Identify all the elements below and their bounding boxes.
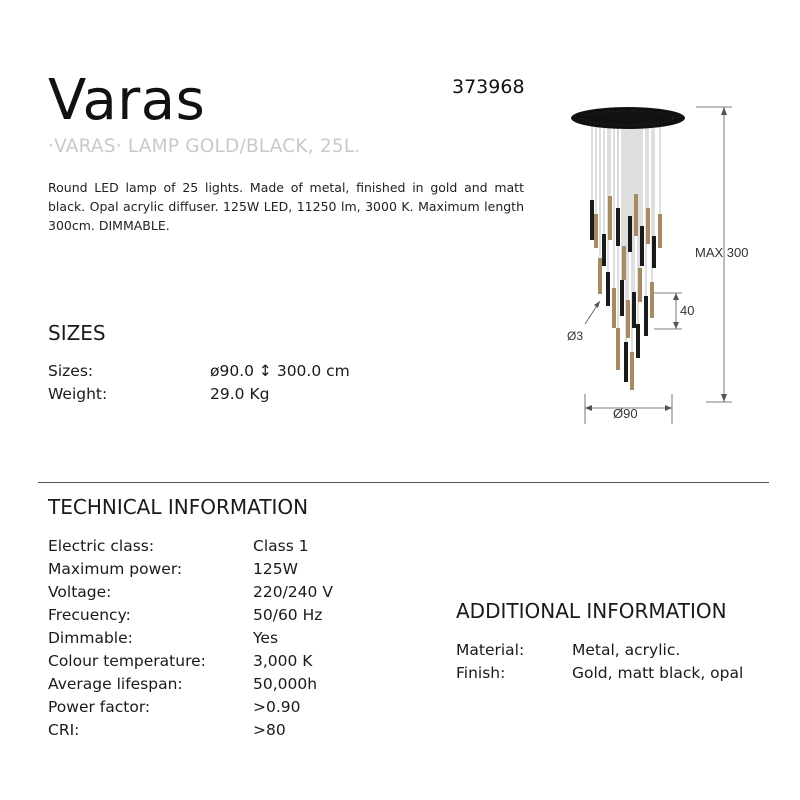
product-code: 373968 [452,76,525,98]
tech-row-voltage [48,581,333,603]
lamp-rod [622,246,626,280]
tech-label: Colour temperature: [48,652,206,670]
rod-diameter-label: Ø3 [567,329,584,343]
lamp-rod [608,196,612,240]
tech-row-dimmable [48,627,279,649]
lamp-dimension-diagram [556,96,756,432]
tech-value: Yes [253,629,279,647]
lamp-rod [620,280,624,316]
material-value: Metal, acrylic. [572,641,681,659]
weight-value: 29.0 Kg [210,385,270,403]
tech-value: 125W [253,560,298,578]
tech-label: Frecuency: [48,606,131,624]
lamp-rod [632,292,636,328]
tech-label: Dimmable: [48,629,133,647]
lamp-rod [630,352,634,390]
tech-label: Electric class: [48,537,155,555]
weight-label: Weight: [48,385,108,403]
product-subtitle: ·VARAS· LAMP GOLD/BLACK, 25L. [48,136,361,157]
lamp-rod [636,324,640,358]
lamp-rod [624,342,628,382]
tech-value: Class 1 [253,537,309,555]
additional-row-material [456,639,681,661]
tech-value: >80 [253,721,286,739]
lamp-rod [598,258,602,294]
lamp-rod [650,282,654,318]
lamp-rod [616,328,620,370]
lamp-rod [626,300,630,338]
tech-row-electric-class [48,535,309,557]
lamp-rod [606,272,610,306]
lamp-rod [634,194,638,236]
additional-row-finish [456,662,744,684]
additional-heading: ADDITIONAL INFORMATION [456,599,727,623]
rod-length-dimension [654,293,682,329]
lamp-rod [602,234,606,266]
material-label: Material: [456,641,525,659]
tech-value: >0.90 [253,698,301,716]
lamp-rod [638,268,642,302]
product-title: Varas [48,68,206,133]
sizes-row-weight [48,383,270,405]
diameter-label: Ø90 [613,406,638,421]
tech-row-maximum-power [48,558,298,580]
sizes-value: ø90.0 ↕ 300.0 cm [210,362,350,380]
product-description: Round LED lamp of 25 lights. Made of metal, finished in gold and matt black. Opal acrylic diffuser. 125W LED, 11250 lm, 3000 K. Maximum length 300cm. DIMMABLE. [48,180,524,233]
lamp-rod [646,208,650,244]
finish-value: Gold, matt black, opal [572,664,744,682]
lamp-rod [640,226,644,266]
tech-value: 50,000h [253,675,318,693]
lamp-rod [612,288,616,328]
lamp-rod [644,296,648,336]
finish-label: Finish: [456,664,506,682]
sizes-label: Sizes: [48,362,94,380]
tech-label: Voltage: [48,583,112,601]
rod-length-label: 40 [680,303,695,318]
lamp-rod [616,208,620,246]
tech-value: 50/60 Hz [253,606,323,624]
tech-label: Average lifespan: [48,675,183,693]
section-divider [38,482,769,483]
lamp-rod [590,200,594,240]
tech-value: 220/240 V [253,583,333,601]
technical-heading: TECHNICAL INFORMATION [48,495,309,519]
lamp-rod [594,214,598,248]
sizes-row-dimensions [48,360,350,382]
tech-label: Power factor: [48,698,151,716]
tech-row-average-lifespan [48,673,318,695]
tech-value: 3,000 K [253,652,313,670]
tech-row-frequency [48,604,323,626]
ceiling-canopy [571,107,685,129]
lamp-rod [658,214,662,248]
sizes-heading: SIZES [48,321,106,345]
tech-row-power-factor [48,696,301,718]
tech-row-cri [48,719,286,741]
tech-label: Maximum power: [48,560,183,578]
max-length-label: MAX 300 [695,245,749,260]
lamp-rod [652,236,656,268]
tech-row-colour-temperature [48,650,313,672]
tech-label: CRI: [48,721,80,739]
lamp-rod [628,216,632,252]
